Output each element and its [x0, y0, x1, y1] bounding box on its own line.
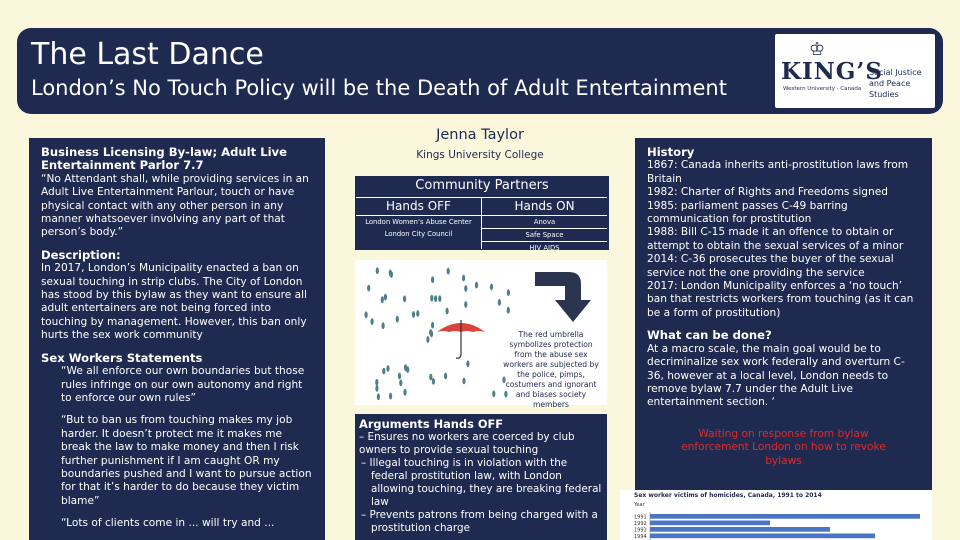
partner-item: London Women’s Abuse Center — [365, 218, 472, 226]
bylaw-text: “No Attendant shall, while providing services in an Adult Live Entertainment Parlour, touch or have physical contact with any other person in any manner whatsoever involving any part of that person’s body.” — [41, 172, 309, 239]
logo-name: KING’S — [781, 58, 884, 85]
rain-drop — [386, 365, 389, 372]
arguments-heading: Arguments Hands OFF — [359, 417, 504, 431]
rain-drop — [389, 270, 392, 277]
left-column — [29, 138, 325, 540]
chart-tick-label: 1993 — [634, 527, 647, 534]
partner-item: HIV AIDS — [529, 244, 560, 252]
rain-drop — [375, 379, 378, 386]
poster-title: The Last Dance — [31, 37, 264, 72]
logo-subtext: Western University · Canada — [783, 86, 862, 92]
author-college: Kings University College — [416, 149, 544, 161]
rain-drop — [403, 295, 406, 302]
umbrella-caption: The red umbrella symbolizes protection from the abuse sex workers are subjected by the police, pimps, costumers and ignorant and biases society members — [503, 330, 599, 409]
argument-item: – Illegal touching is in violation with the federal prostitution law, with London allowing touching, they are breaking federal law — [361, 457, 602, 509]
rain-drop — [498, 299, 501, 306]
poster-header — [17, 28, 943, 114]
rain-drop — [416, 310, 419, 317]
chart-bar — [650, 521, 770, 526]
chart-bar — [650, 534, 875, 539]
description-heading: Description: — [41, 247, 121, 262]
rain-drop — [466, 360, 469, 367]
rain-drop — [382, 368, 385, 375]
rain-drop — [429, 374, 432, 381]
rain-drop — [381, 296, 384, 303]
hands-off-heading: Hands OFF — [356, 197, 481, 216]
chart-y-label: Year — [634, 502, 645, 508]
partner-item: Anova — [482, 216, 607, 229]
partners-title: Community Partners — [415, 178, 549, 193]
argument-item: – Ensures no workers are coerced by club owners to provide sexual touching — [359, 431, 575, 457]
rain-drop — [429, 329, 432, 336]
rain-drop — [492, 391, 495, 398]
rain-drop — [365, 311, 368, 318]
rain-drop — [507, 289, 510, 296]
rain-drop — [432, 378, 435, 385]
rain-drop — [376, 267, 379, 274]
quote-3: “Lots of clients come in ... will try and ... — [61, 517, 275, 530]
chart-bar — [650, 527, 830, 532]
rain-drop — [431, 322, 434, 329]
what-can-be-done-heading: What can be done? — [647, 328, 772, 343]
rain-drop — [389, 393, 392, 400]
rain-drop — [462, 275, 465, 282]
rain-drop — [375, 385, 378, 392]
rain-drop — [431, 276, 434, 283]
down-arrow-icon — [535, 272, 591, 322]
hands-off-column — [356, 197, 482, 249]
hands-on-column — [482, 197, 607, 254]
rain-drop — [430, 295, 433, 302]
rain-drop — [464, 285, 467, 292]
rain-drop — [377, 393, 380, 400]
homicide-bars — [620, 490, 932, 540]
right-column — [635, 138, 932, 540]
rain-drop — [382, 322, 385, 329]
kings-logo — [775, 34, 935, 108]
rain-drop — [426, 336, 429, 343]
rain-drop — [446, 308, 449, 315]
bylaw-heading: Business Licensing By-law; Adult Live Entertainment Parlor 7.7 — [41, 145, 287, 173]
chart-bar — [650, 514, 920, 519]
rain-drop — [396, 316, 399, 323]
waiting-note: Waiting on response from bylaw enforcement London on how to revoke bylaws — [681, 427, 886, 467]
argument-item: – Prevents patrons from being charged with a prostitution charge — [361, 509, 598, 535]
rain-drops — [365, 267, 511, 400]
arguments-hands-off — [355, 414, 607, 540]
hands-on-heading: Hands ON — [482, 197, 607, 216]
rain-drop — [367, 285, 370, 292]
history-item: 2017: London Municipality enforces a ‘no touch’ ban that restricts workers from touching (as it can be a form of prostitution) — [647, 280, 914, 319]
quote-2: “But to ban us from touching makes my job harder. It doesn’t protect me it makes me break the law to make money and then I risk further punishment if I am caught OR my boundaries pushed and I want to pursue action for that it’s harder to do because they victim blame” — [61, 414, 312, 507]
chart-tick-label: 1991 — [634, 514, 647, 521]
umbrella-illustration — [355, 260, 607, 409]
community-partners — [355, 176, 609, 250]
logo-department: Social Justice and Peace Studies — [869, 68, 922, 99]
rain-drop — [438, 295, 441, 302]
author-name: Jenna Taylor — [436, 127, 524, 143]
history-heading: History — [647, 145, 695, 159]
rain-drop — [384, 294, 387, 301]
rain-drop — [399, 380, 402, 387]
partner-item: Safe Space — [482, 229, 607, 242]
rain-drop — [404, 364, 407, 371]
history-item: 1985: parliament passes C-49 barring communication for prostitution — [647, 199, 848, 226]
statements-heading: Sex Workers Statements — [41, 350, 203, 365]
rain-drop — [464, 301, 467, 308]
description-text: In 2017, London’s Municipality enacted a ban on sexual touching in strip clubs. The City of London has stood by this bylaw as they want to ensure all adult entertainers are not being forced into touching by management. However, this ban only hurts the sex work community — [41, 262, 307, 342]
rain-drop — [475, 282, 478, 289]
rain-drop — [371, 318, 374, 325]
chart-title: Sex worker victims of homicides, Canada, 1991 to 2014 — [634, 492, 822, 499]
what-can-be-done-text: At a macro scale, the main goal would be to decriminalize sex work federally and overturn C-36, however at a local level, London needs to remove bylaw 7.7 under the Adult Live entertainment section. ‘ — [647, 342, 905, 409]
rain-drop — [398, 373, 401, 380]
history-item: 2014: C-36 prosecutes the buyer of the sexual service not the one providing the service — [647, 253, 894, 279]
rain-drop — [403, 389, 406, 396]
rain-drop — [412, 311, 415, 318]
history-item: 1988: Bill C-15 made it an offence to obtain or attempt to obtain the sexual services of a minor — [647, 226, 904, 252]
rain-drop — [462, 378, 465, 385]
rain-drop — [434, 295, 437, 302]
rain-drop — [507, 307, 510, 314]
chart-tick-label: 1994 — [634, 534, 647, 540]
quote-1: “We all enforce our own boundaries but those rules infringe on our own autonomy and right to enforce our own rules” — [61, 365, 305, 404]
crown-icon: ♔ — [809, 39, 826, 60]
history-item: 1867: Canada inherits anti-prostitution laws from Britain — [647, 159, 909, 185]
partner-item: London City Council — [384, 230, 453, 238]
homicide-chart — [620, 490, 932, 540]
chart-tick-label: 1992 — [634, 521, 647, 527]
rain-drop — [447, 268, 450, 275]
rain-drop — [490, 284, 493, 291]
poster-subtitle: London’s No Touch Policy will be the Death of Adult Entertainment — [31, 76, 727, 100]
history-item: 1982: Charter of Rights and Freedoms signed — [647, 186, 888, 199]
rain-drop — [444, 373, 447, 380]
